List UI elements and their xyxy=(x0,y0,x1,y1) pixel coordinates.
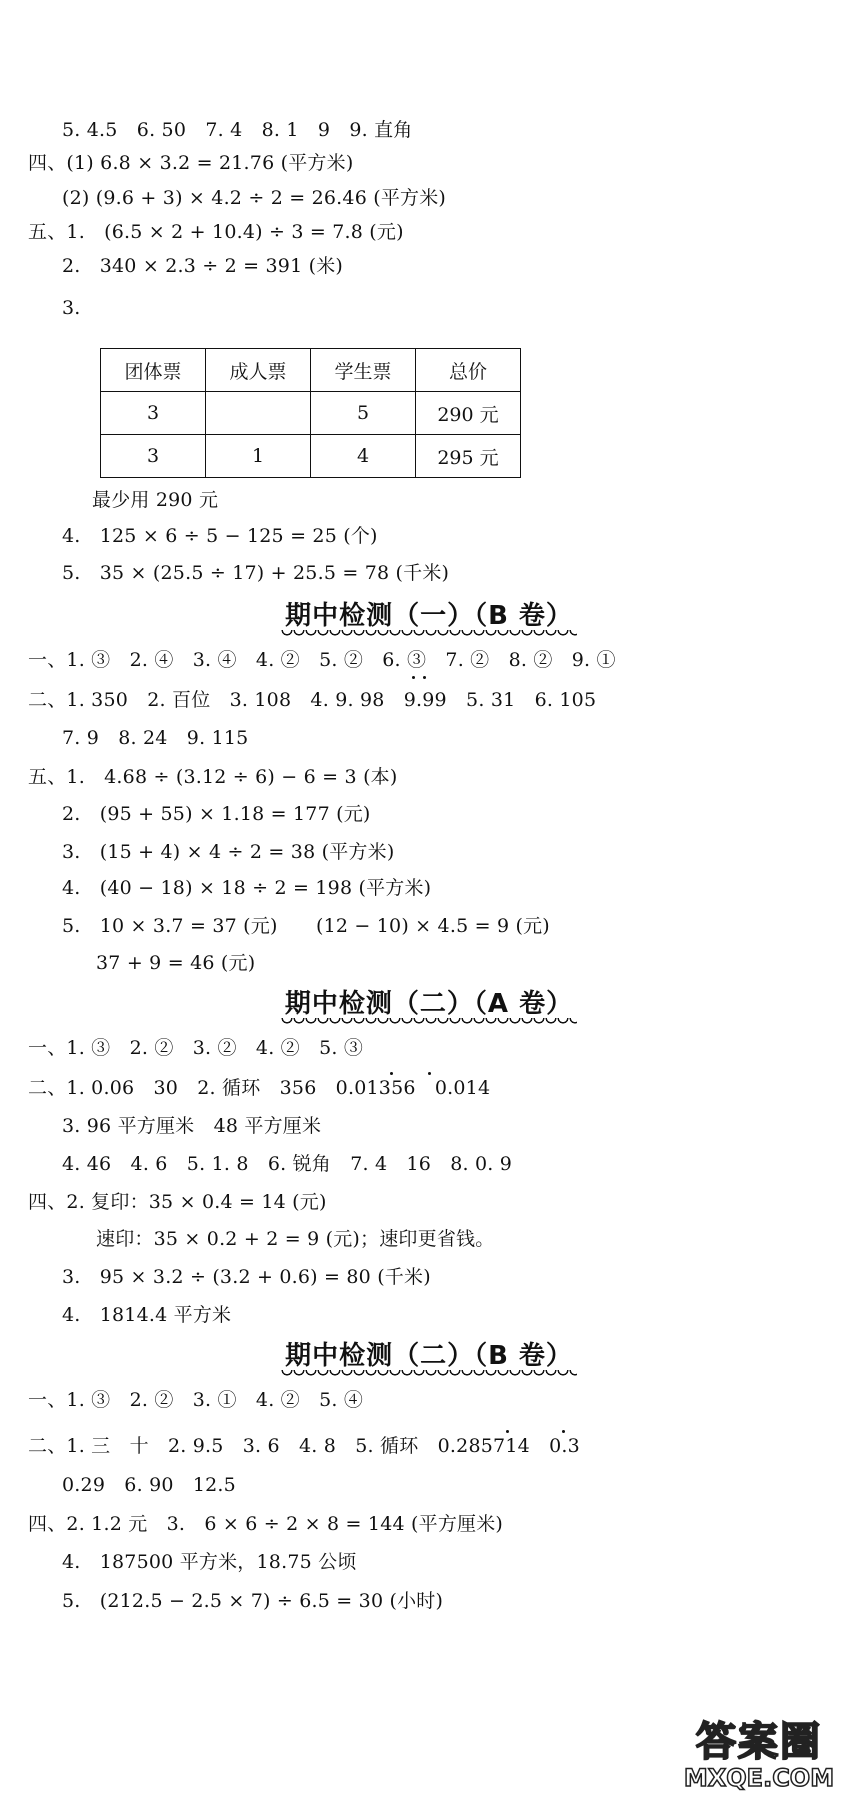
table-cell xyxy=(206,392,311,435)
table-header-cell: 总价 xyxy=(416,349,521,392)
answer-line: 3. (15 + 4) × 4 ÷ 2 = 38 (平方米) xyxy=(62,841,395,863)
table-header-cell: 学生票 xyxy=(311,349,416,392)
answer-line: 五、1. (6.5 × 2 + 10.4) ÷ 3 = 7.8 (元) xyxy=(28,221,404,243)
answer-line: 一、1. ③ 2. ② 3. ② 4. ② 5. ③ xyxy=(28,1037,364,1059)
answer-line: 2. (95 + 55) × 1.18 = 177 (元) xyxy=(62,803,371,825)
answer-line: 3. 96 平方厘米 48 平方厘米 xyxy=(62,1115,322,1137)
answer-line: 0.29 6. 90 12.5 xyxy=(62,1474,236,1496)
table-cell: 3 xyxy=(101,435,206,478)
section-title-text: 期中检测（二）（A 卷） xyxy=(281,988,577,1026)
answer-line: 4. 125 × 6 ÷ 5 − 125 = 25 (个) xyxy=(62,525,378,547)
answer-line: 4. 46 4. 6 5. 1. 8 6. 锐角 7. 4 16 8. 0. 9 xyxy=(62,1153,513,1175)
answer-line: 二、1. 0.06 30 2. 循环 356 0.01356 0.014 xyxy=(28,1077,491,1099)
answer-line: 4. 187500 平方米，18.75 公顷 xyxy=(62,1551,357,1573)
answer-line: 二、1. 350 2. 百位 3. 108 4. 9. 98 9.99 5. 31 6. 105 xyxy=(28,689,597,711)
table-header-cell: 成人票 xyxy=(206,349,311,392)
table-cell: 295 元 xyxy=(416,435,521,478)
answer-line: 四、2. 复印：35 × 0.4 = 14 (元) xyxy=(28,1191,327,1213)
table-cell: 1 xyxy=(206,435,311,478)
section-title-text: 期中检测（二）（B 卷） xyxy=(281,1340,577,1378)
table-header-cell: 团体票 xyxy=(101,349,206,392)
repeating-decimal-dot xyxy=(390,1072,393,1075)
repeating-decimal-dot xyxy=(412,676,415,679)
table-cell: 4 xyxy=(311,435,416,478)
repeating-decimal-dot xyxy=(506,1430,509,1433)
answer-line: 一、1. ③ 2. ④ 3. ④ 4. ② 5. ② 6. ③ 7. ② 8. ② 9. ① xyxy=(28,649,616,671)
answer-line: 7. 9 8. 24 9. 115 xyxy=(62,727,249,749)
answer-line: 3. xyxy=(62,297,81,319)
answer-line: 一、1. ③ 2. ② 3. ① 4. ② 5. ④ xyxy=(28,1389,364,1411)
section-title xyxy=(0,1340,858,1378)
answer-line: 四、2. 1.2 元 3. 6 × 6 ÷ 2 × 8 = 144 (平方厘米) xyxy=(28,1513,504,1535)
watermark-cn-text: 答案圈 xyxy=(696,1719,822,1765)
answer-line: 五、1. 4.68 ÷ (3.12 ÷ 6) − 6 = 3 (本) xyxy=(28,766,398,788)
table-row xyxy=(101,392,521,435)
answer-line: 2. 340 × 2.3 ÷ 2 = 391 (米) xyxy=(62,255,344,277)
table-header-row xyxy=(101,349,521,392)
answer-line: 速印：35 × 0.2 + 2 = 9 (元)；速印更省钱。 xyxy=(96,1228,495,1250)
table-cell: 3 xyxy=(101,392,206,435)
answer-line: 37 + 9 = 46 (元) xyxy=(96,952,256,974)
table-row xyxy=(101,435,521,478)
answer-line: 四、(1) 6.8 × 3.2 = 21.76 (平方米) xyxy=(28,152,354,174)
watermark-logo xyxy=(670,1720,848,1794)
section-title xyxy=(0,988,858,1026)
answer-line: 二、1. 三 十 2. 9.5 3. 6 4. 8 5. 循环 0.285714 0.3 xyxy=(28,1435,580,1457)
answer-line: 5. (212.5 − 2.5 × 7) ÷ 6.5 = 30 (小时) xyxy=(62,1590,444,1612)
table-cell: 290 元 xyxy=(416,392,521,435)
watermark-en-text: MXQE.COM xyxy=(683,1764,835,1792)
answer-line: 5. 35 × (25.5 ÷ 17) + 25.5 = 78 (千米) xyxy=(62,562,450,584)
ticket-price-table xyxy=(100,348,521,478)
answer-line: 4. 1814.4 平方米 xyxy=(62,1304,232,1326)
answer-line: 4. (40 − 18) × 18 ÷ 2 = 198 (平方米) xyxy=(62,877,432,899)
answer-line: (2) (9.6 + 3) × 4.2 ÷ 2 = 26.46 (平方米) xyxy=(62,187,447,209)
repeating-decimal-dot xyxy=(562,1430,565,1433)
answer-line: 3. 95 × 3.2 ÷ (3.2 + 0.6) = 80 (千米) xyxy=(62,1266,431,1288)
section-title-text: 期中检测（一）（B 卷） xyxy=(281,600,577,638)
answer-line: 5. 10 × 3.7 = 37 (元) (12 − 10) × 4.5 = 9 (元) xyxy=(62,915,550,937)
section-title xyxy=(0,600,858,638)
answer-line: 5. 4.5 6. 50 7. 4 8. 1 9 9. 直角 xyxy=(62,119,413,141)
table-cell: 5 xyxy=(311,392,416,435)
repeating-decimal-dot xyxy=(423,676,426,679)
answer-line: 最少用 290 元 xyxy=(92,489,219,511)
repeating-decimal-dot xyxy=(428,1072,431,1075)
